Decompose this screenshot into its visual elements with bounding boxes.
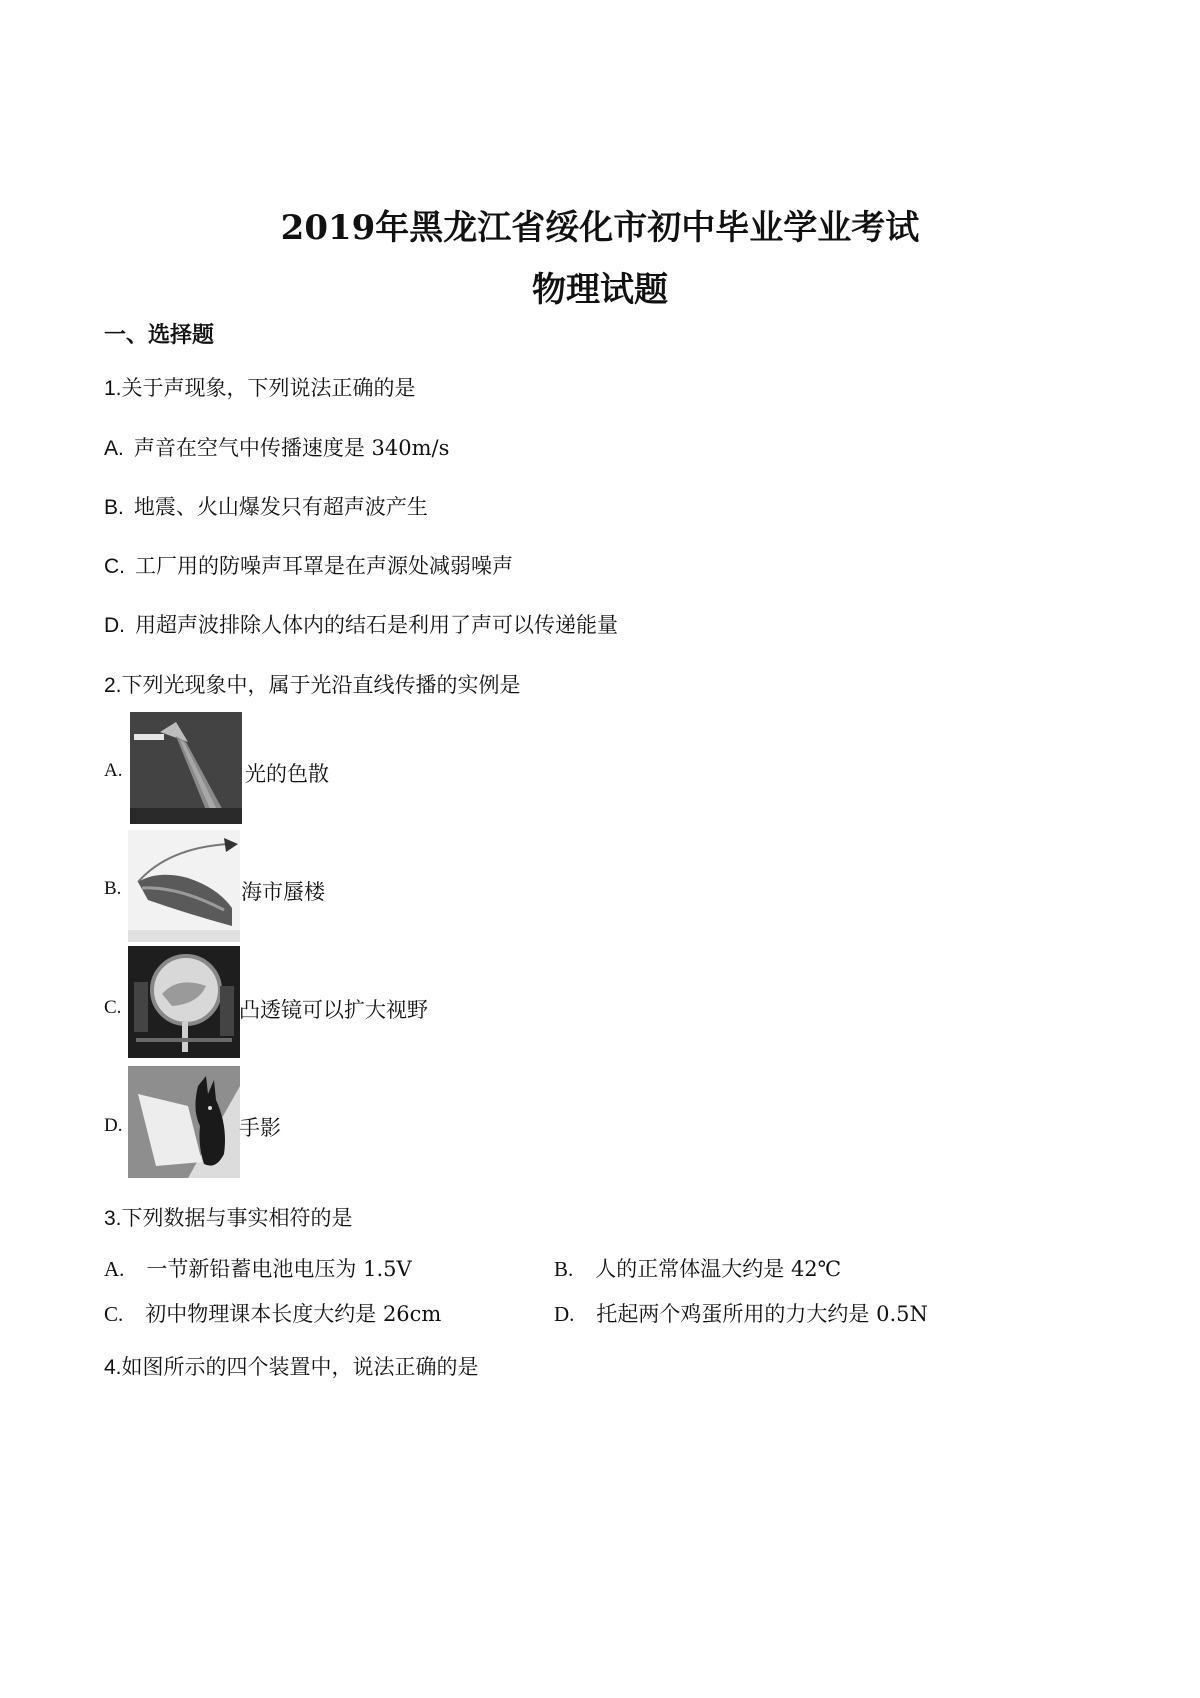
q1-option-b [104, 491, 428, 521]
option-letter: C. [104, 1302, 124, 1326]
question-1 [104, 372, 416, 402]
option-text: 地震、火山爆发只有超声波产生 [133, 495, 428, 519]
question-4 [104, 1351, 479, 1381]
q3-option-d [554, 1298, 928, 1328]
question-3 [104, 1202, 353, 1232]
question-stem: 下列光现象中，属于光沿直线传播的实例是 [121, 673, 521, 697]
q1-option-a [104, 432, 449, 462]
option-letter: B. [104, 496, 124, 519]
question-2 [104, 669, 521, 699]
section-heading: 一、选择题 [104, 323, 215, 348]
question-number: 2. [104, 674, 122, 697]
question-stem: 下列数据与事实相符的是 [121, 1206, 353, 1230]
q1-option-c [104, 550, 513, 580]
mirage-photo-icon [128, 830, 240, 942]
option-letter: A. [104, 437, 124, 460]
q2-option-d-letter: D. [104, 1115, 123, 1136]
q1-option-d [104, 609, 618, 639]
page-subtitle: 物理试题 [532, 270, 668, 310]
question-stem: 关于声现象，下列说法正确的是 [121, 376, 416, 400]
q3-option-b [554, 1253, 841, 1283]
q2-option-c-letter: C. [104, 997, 122, 1018]
option-letter: D. [554, 1302, 575, 1326]
option-letter: A. [104, 1257, 125, 1281]
q3-option-a [104, 1253, 412, 1283]
question-number: 3. [104, 1207, 122, 1230]
q2-option-b-text: 海市蜃楼 [241, 880, 325, 904]
question-number: 1. [104, 377, 122, 400]
option-letter: C. [104, 555, 125, 578]
convex-mirror-photo-icon [128, 946, 240, 1058]
option-text: 用超声波排除人体内的结石是利用了声可以传递能量 [135, 613, 618, 637]
option-text: 初中物理课本长度大约是 26cm [145, 1302, 442, 1326]
page-title: 2019年黑龙江省绥化市初中毕业学业考试 [280, 208, 920, 248]
option-letter: B. [554, 1257, 574, 1281]
option-text: 托起两个鸡蛋所用的力大约是 0.5N [596, 1302, 928, 1326]
prism-dispersion-photo-icon [130, 712, 242, 824]
q2-option-d-text: 手影 [239, 1116, 281, 1140]
option-text: 声音在空气中传播速度是 340m/s [133, 436, 450, 460]
option-text: 一节新铅蓄电池电压为 1.5V [146, 1257, 412, 1281]
question-number: 4. [104, 1356, 122, 1379]
option-letter: D. [104, 614, 125, 637]
q2-option-a-letter: A. [104, 760, 123, 781]
q2-option-b-letter: B. [104, 878, 122, 899]
question-stem: 如图所示的四个装置中，说法正确的是 [121, 1355, 479, 1379]
hand-shadow-photo-icon [128, 1066, 240, 1178]
option-text: 工厂用的防噪声耳罩是在声源处减弱噪声 [135, 554, 513, 578]
q2-option-a-text: 光的色散 [245, 762, 329, 786]
q2-option-c-text: 凸透镜可以扩大视野 [239, 998, 428, 1022]
q3-option-c [104, 1298, 441, 1328]
option-text: 人的正常体温大约是 42℃ [595, 1257, 842, 1281]
